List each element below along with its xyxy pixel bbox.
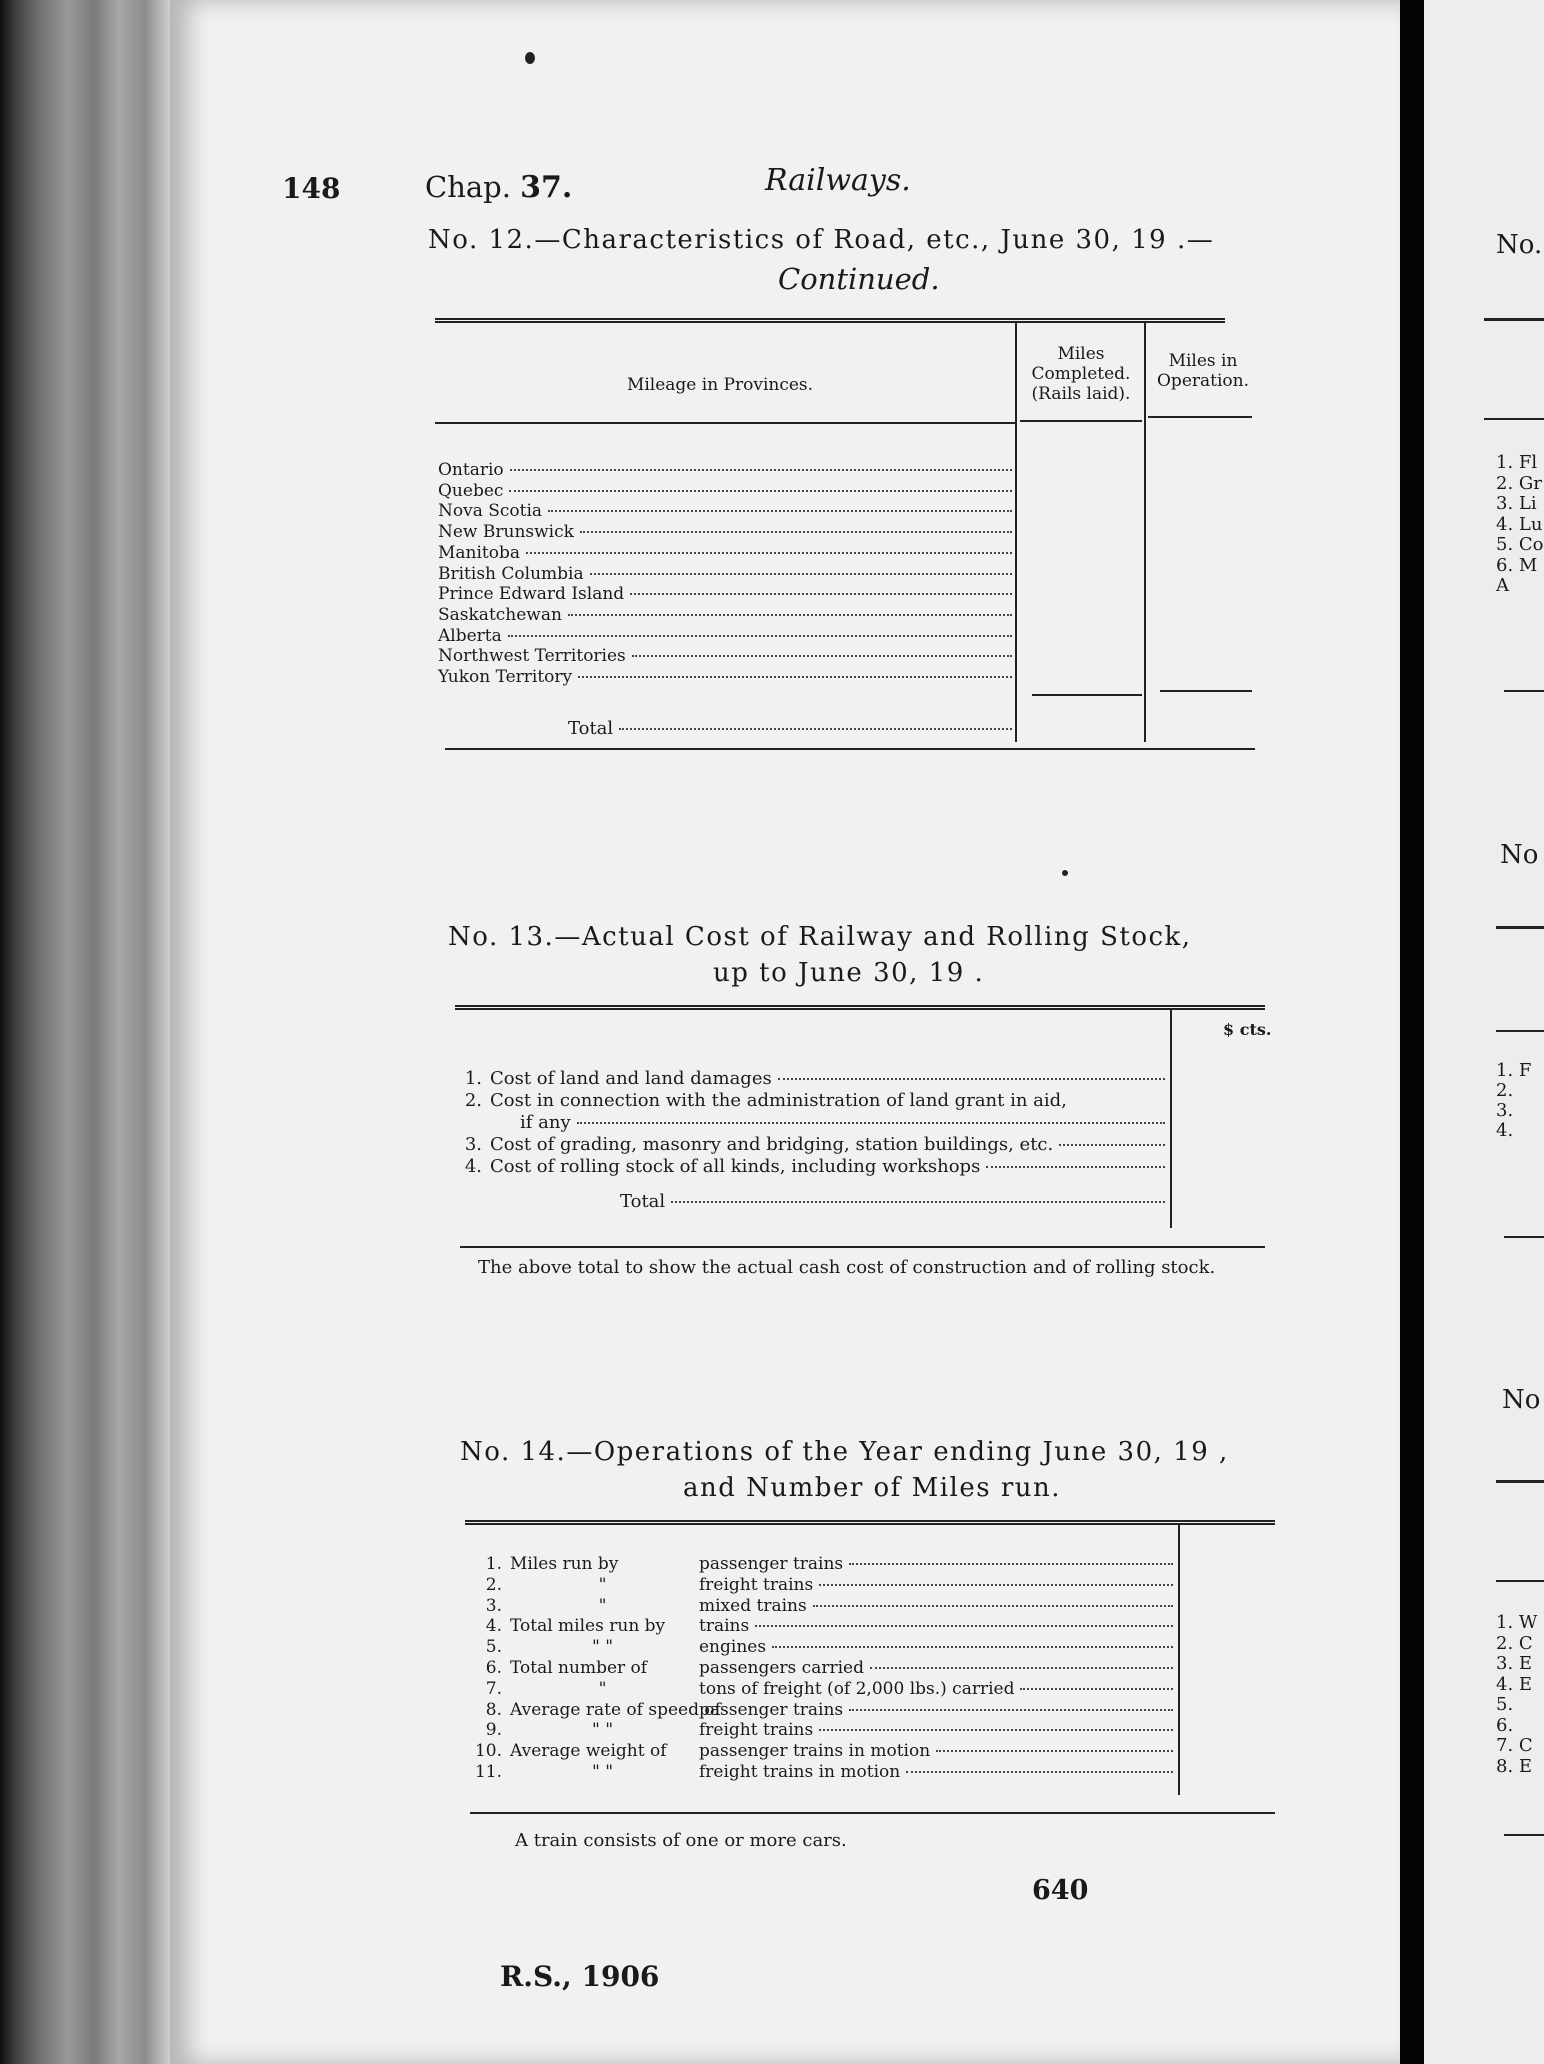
rule	[1496, 1030, 1544, 1032]
row-label-b: passenger trains	[699, 1699, 844, 1720]
table14-row	[470, 1658, 1173, 1678]
rule	[1504, 1834, 1544, 1836]
rule	[1496, 1480, 1544, 1483]
facing-list-item: 2.	[1496, 1080, 1514, 1101]
table13-total-row	[620, 1191, 1165, 1212]
table14-row	[470, 1575, 1173, 1595]
dot-leader	[755, 1625, 1173, 1627]
rule	[1496, 1580, 1544, 1582]
table13-row	[458, 1156, 1165, 1177]
dot-leader	[1059, 1144, 1165, 1146]
dot-leader	[509, 490, 1012, 492]
table13-col-amount: $ cts.	[1223, 1020, 1272, 1039]
facing-list-item: 8. E	[1496, 1755, 1533, 1777]
table13-subtitle: up to June 30, 19 .	[713, 958, 985, 988]
rule	[435, 318, 1225, 323]
rule	[460, 1246, 1265, 1248]
row-label: Cost in connection with the administration of land grant in aid,	[490, 1090, 1067, 1111]
facing-list-item: 1. W	[1496, 1612, 1538, 1633]
facing-list-item: 4.	[1496, 1120, 1514, 1141]
table12-total-label: Total	[568, 718, 614, 739]
rule	[470, 1812, 1275, 1814]
rule	[1504, 690, 1544, 692]
table12-total-row	[568, 718, 1012, 739]
ink-speck	[525, 52, 535, 64]
row-number: 5.	[485, 1637, 502, 1658]
province-label: New Brunswick	[438, 522, 574, 543]
facing-list-item: 6. M	[1496, 554, 1538, 576]
table14-subtitle: and Number of Miles run.	[683, 1473, 1061, 1503]
row-label-b: mixed trains	[699, 1595, 807, 1616]
dot-leader	[508, 635, 1012, 637]
table13-row	[488, 1112, 1165, 1133]
running-title: Railways.	[765, 163, 911, 198]
footer-page-number: 640	[1032, 1875, 1089, 1906]
ink-speck	[1062, 870, 1068, 876]
table12-col-completed: Miles Completed. (Rails laid).	[1031, 344, 1131, 404]
table12-col-label: Mileage in Provinces.	[626, 375, 814, 395]
row-label-b: freight trains	[699, 1720, 814, 1741]
table13-title: No. 13.—Actual Cost of Railway and Rolling Stock,	[448, 922, 1192, 952]
row-label: Cost of grading, masonry and bridging, station buildings, etc.	[490, 1134, 1054, 1155]
row-label-a: Miles run by	[510, 1554, 619, 1574]
rule	[1484, 318, 1544, 321]
rule	[1020, 420, 1142, 422]
dot-leader	[619, 728, 1012, 730]
table14-row	[470, 1596, 1173, 1616]
table12-row	[438, 543, 1012, 563]
rule	[465, 1520, 1275, 1525]
table12-row	[438, 564, 1012, 584]
table13-row	[458, 1134, 1165, 1155]
facing-heading: No	[1502, 1385, 1541, 1415]
rule	[445, 748, 1255, 750]
facing-list-item: 4. Lu	[1496, 513, 1543, 535]
row-label-a: " "	[591, 1762, 614, 1782]
table12-title: No. 12.—Characteristics of Road, etc., June 30, 19 .—	[428, 225, 1215, 255]
province-label: Nova Scotia	[438, 501, 543, 522]
row-number: 11.	[474, 1762, 502, 1782]
row-label-a: "	[598, 1595, 607, 1616]
province-label: Quebec	[438, 480, 504, 501]
table14-row	[470, 1679, 1173, 1699]
facing-list-item: 4. E	[1496, 1673, 1533, 1695]
row-number: 4.	[464, 1156, 482, 1177]
table12-row	[438, 605, 1012, 625]
footer-citation: R.S., 1906	[500, 1960, 660, 1993]
row-label-a: Average rate of speed of	[510, 1699, 721, 1720]
dot-leader	[577, 1122, 1165, 1124]
rule	[1504, 1236, 1544, 1238]
row-label-b: trains	[699, 1616, 750, 1637]
rule	[1496, 926, 1544, 929]
table13-note: The above total to show the actual cash cost of construction and of rolling stock.	[478, 1257, 1216, 1278]
table14-note: A train consists of one or more cars.	[515, 1830, 847, 1851]
row-label-a: " "	[591, 1637, 614, 1658]
row-label-b: passenger trains in motion	[699, 1741, 931, 1762]
table12-row	[438, 584, 1012, 604]
table12-row	[438, 481, 1012, 501]
province-label: Northwest Territories	[438, 646, 626, 667]
facing-page	[1424, 0, 1544, 2064]
book-spine-edge	[0, 0, 170, 2064]
dot-leader	[772, 1646, 1173, 1648]
province-label: Alberta	[438, 625, 502, 646]
row-label-b: passenger trains	[699, 1554, 844, 1574]
row-number: 6.	[485, 1658, 502, 1678]
dot-leader	[986, 1166, 1165, 1168]
row-label-b: tons of freight (of 2,000 lbs.) carried	[699, 1678, 1015, 1699]
dot-leader	[906, 1771, 1173, 1773]
row-number: 3.	[464, 1134, 482, 1155]
page-number: 148	[282, 172, 341, 205]
row-label-b: passengers carried	[699, 1658, 864, 1678]
facing-heading: No	[1500, 840, 1539, 870]
row-label-a: "	[598, 1574, 607, 1595]
dot-leader	[578, 676, 1012, 678]
dot-leader	[568, 614, 1012, 616]
row-number: 1.	[464, 1068, 482, 1089]
table14-row	[470, 1762, 1173, 1782]
row-label-a: " "	[591, 1720, 614, 1741]
facing-list-item: 3.	[1496, 1100, 1514, 1121]
dot-leader	[671, 1201, 1165, 1203]
facing-list-item: 3. Li	[1496, 493, 1537, 514]
facing-list-item: 2. C	[1496, 1632, 1533, 1654]
table12-row	[438, 522, 1012, 542]
facing-list-item: 3. E	[1496, 1653, 1533, 1674]
row-label-b: freight trains in motion	[699, 1762, 901, 1782]
table12-row	[438, 460, 1012, 480]
row-label-a: Total miles run by	[510, 1616, 666, 1637]
facing-heading: No.	[1496, 230, 1543, 260]
row-label: Cost of rolling stock of all kinds, including workshops	[490, 1156, 981, 1177]
table14-row	[470, 1741, 1173, 1761]
column-divider	[1170, 1010, 1172, 1228]
table13-row	[458, 1090, 1165, 1111]
dot-leader	[590, 573, 1012, 575]
dot-leader	[526, 552, 1012, 554]
row-number: 2.	[464, 1090, 482, 1111]
rule	[1148, 416, 1252, 418]
facing-list-item: A	[1496, 575, 1509, 596]
table13-row	[458, 1068, 1165, 1089]
row-number: 7.	[485, 1678, 502, 1699]
dot-leader	[849, 1563, 1173, 1565]
dot-leader	[630, 593, 1012, 595]
rule	[1160, 690, 1252, 692]
dot-leader	[936, 1750, 1173, 1752]
row-number: 8.	[485, 1699, 502, 1720]
row-label-b: freight trains	[699, 1574, 814, 1595]
column-divider	[1015, 322, 1017, 742]
table13-total-label: Total	[620, 1191, 666, 1212]
column-divider	[1178, 1525, 1180, 1795]
row-number: 2.	[485, 1574, 502, 1595]
dot-leader	[632, 655, 1012, 657]
table14-row	[470, 1637, 1173, 1657]
table12-row	[438, 626, 1012, 646]
row-number: 10.	[474, 1741, 502, 1762]
province-label: Saskatchewan	[438, 604, 562, 625]
table14-title: No. 14.—Operations of the Year ending June 30, 19 ,	[460, 1437, 1229, 1467]
row-label: if any	[520, 1112, 571, 1133]
column-divider	[1144, 322, 1146, 742]
table12-row	[438, 501, 1012, 521]
dot-leader	[510, 469, 1012, 471]
row-number: 3.	[485, 1595, 502, 1616]
facing-list-item: 2. Gr	[1496, 472, 1542, 494]
facing-list-item: 5.	[1496, 1694, 1514, 1715]
page-gutter	[1400, 0, 1424, 2064]
row-label-a: Total number of	[510, 1658, 648, 1678]
rule	[435, 422, 1017, 424]
table12-row	[438, 646, 1012, 666]
rule	[1484, 418, 1544, 420]
row-label-a: Average weight of	[510, 1741, 667, 1762]
facing-list-item: 7. C	[1496, 1735, 1533, 1756]
row-number: 1.	[485, 1554, 502, 1574]
province-label: Ontario	[438, 460, 504, 480]
table12-col-operation: Miles in Operation.	[1157, 351, 1249, 391]
facing-list-item: 1. Fl	[1496, 452, 1538, 473]
dot-leader	[1020, 1688, 1173, 1690]
dot-leader	[813, 1605, 1173, 1607]
province-label: Yukon Territory	[438, 667, 573, 687]
table14-row	[470, 1616, 1173, 1636]
facing-list-item: 1. F	[1496, 1060, 1532, 1081]
facing-list-item: 5. Co	[1496, 534, 1544, 555]
province-label: British Columbia	[438, 563, 584, 584]
dot-leader	[849, 1709, 1173, 1711]
dot-leader	[870, 1667, 1173, 1669]
province-label: Prince Edward Island	[438, 584, 625, 605]
row-number: 4.	[485, 1616, 502, 1637]
dot-leader	[548, 510, 1012, 512]
chapter-number: 37.	[520, 170, 573, 205]
left-page	[170, 0, 1400, 2064]
province-label: Manitoba	[438, 542, 521, 563]
facing-list-item: 6.	[1496, 1714, 1514, 1736]
dot-leader	[819, 1584, 1173, 1586]
dot-leader	[819, 1729, 1173, 1731]
row-number: 9.	[485, 1720, 502, 1741]
table12-subtitle: Continued.	[778, 262, 940, 296]
table14-row	[470, 1554, 1173, 1574]
row-label: Cost of land and land damages	[490, 1068, 772, 1089]
row-label-a: "	[598, 1678, 607, 1699]
table14-row	[470, 1700, 1173, 1720]
dot-leader	[778, 1078, 1165, 1080]
chapter-word: Chap.	[425, 170, 511, 204]
rule	[455, 1005, 1265, 1010]
table12-row	[438, 667, 1012, 687]
table14-row	[470, 1720, 1173, 1740]
dot-leader	[580, 531, 1012, 533]
rule	[1032, 694, 1142, 696]
chapter-label	[425, 170, 572, 205]
row-label-b: engines	[699, 1637, 767, 1658]
